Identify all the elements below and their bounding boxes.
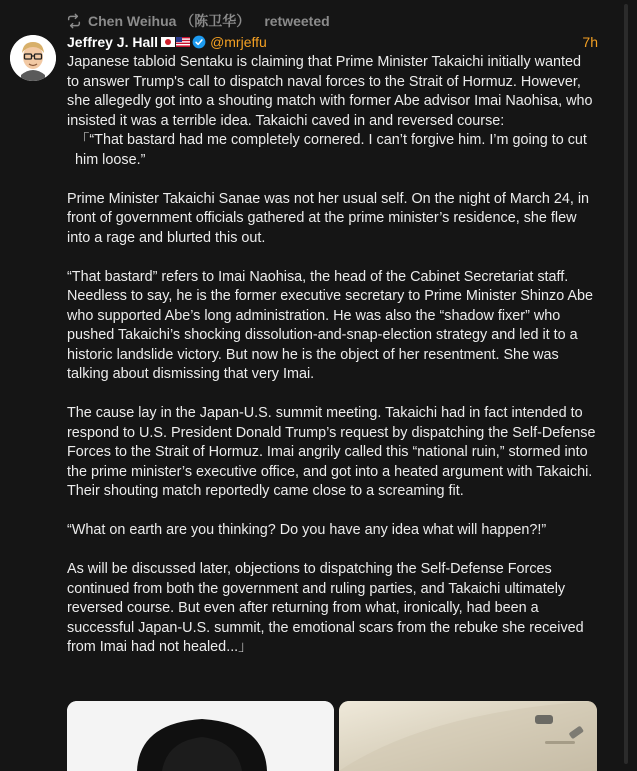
tweet-header	[67, 33, 598, 51]
paragraph-quote-1: 「“That bastard had me completely cornered. I can’t forgive him. I’m going to cut him loose.”	[75, 132, 587, 168]
retweet-context	[66, 11, 330, 31]
author-avatar[interactable]	[10, 35, 56, 81]
author-flags	[161, 37, 190, 47]
scrollbar-thumb[interactable]	[624, 4, 628, 764]
photo-aircraft-interior-icon[interactable]	[339, 701, 597, 771]
retweet-icon	[66, 13, 82, 29]
us-flag-icon	[176, 37, 190, 47]
author-name[interactable]: Jeffrey J. Hall	[67, 34, 159, 50]
japan-flag-icon	[161, 37, 175, 47]
retweeted-label: retweeted	[264, 13, 330, 29]
photo-portrait-icon[interactable]	[67, 701, 334, 771]
verified-badge-icon	[192, 35, 206, 49]
retweeter-name[interactable]: Chen Weihua （陈卫华）	[88, 13, 251, 29]
paragraph-quote-2: “What on earth are you thinking? Do you have any idea what will happen?!”	[67, 522, 547, 538]
paragraph-4: The cause lay in the Japan-U.S. summit meeting. Takaichi had in fact intended to respond to U.S. President Donald Trump’s request by dispatching the Self-Defense Forces to the Strait of Hormuz. Imai angrily called this “national ruin,” stormed into the prime minister’s executive office, and got into a heated argument with Takaichi. Their shouting match reportedly came close to a screaming fit.	[67, 405, 596, 499]
paragraph-3: “That bastard” refers to Imai Naohisa, the head of the Cabinet Secretariat staff. Needless to say, he is the former executive secretary to Prime Minister Shinzo Abe who supported Abe’s long administration. He was also the “shadow fixer” who pushed Takaichi’s shocking dissolution-and-snap-election strategy and led it to a historic landslide victory. But now he is the object of her resentment. She was talking about dismissing that very Imai.	[67, 268, 594, 382]
paragraph-intro: Japanese tabloid Sentaku is claiming that Prime Minister Takaichi initially wanted to answer Trump's call to dispatch naval forces to the Strait of Hormuz. However, she allegedly got into a shouting match with former Abe advisor Imai Naohisa, who insisted it was a terrible idea. Takaichi caved in and reversed course:	[67, 54, 593, 129]
tweet-timestamp[interactable]: 7h	[582, 34, 598, 50]
author-handle[interactable]: @mrjeffu	[210, 34, 267, 50]
paragraph-2: Prime Minister Takaichi Sanae was not her usual self. On the night of March 24, in front of government officials gathered at the prime minister’s residence, she flew into a rage and blurted this out.	[67, 190, 590, 246]
scrollbar[interactable]	[615, 0, 637, 771]
paragraph-6: As will be discussed later, objections to dispatching the Self-Defense Forces continued from both the government and ruling parties, and Takaichi ultimately reversed course. But even after returning from what, ironically, had been a successful Japan-U.S. summit, the emotional scars from the rebuke she received from Imai had not healed...」	[67, 561, 584, 655]
tweet-body	[67, 53, 597, 677]
